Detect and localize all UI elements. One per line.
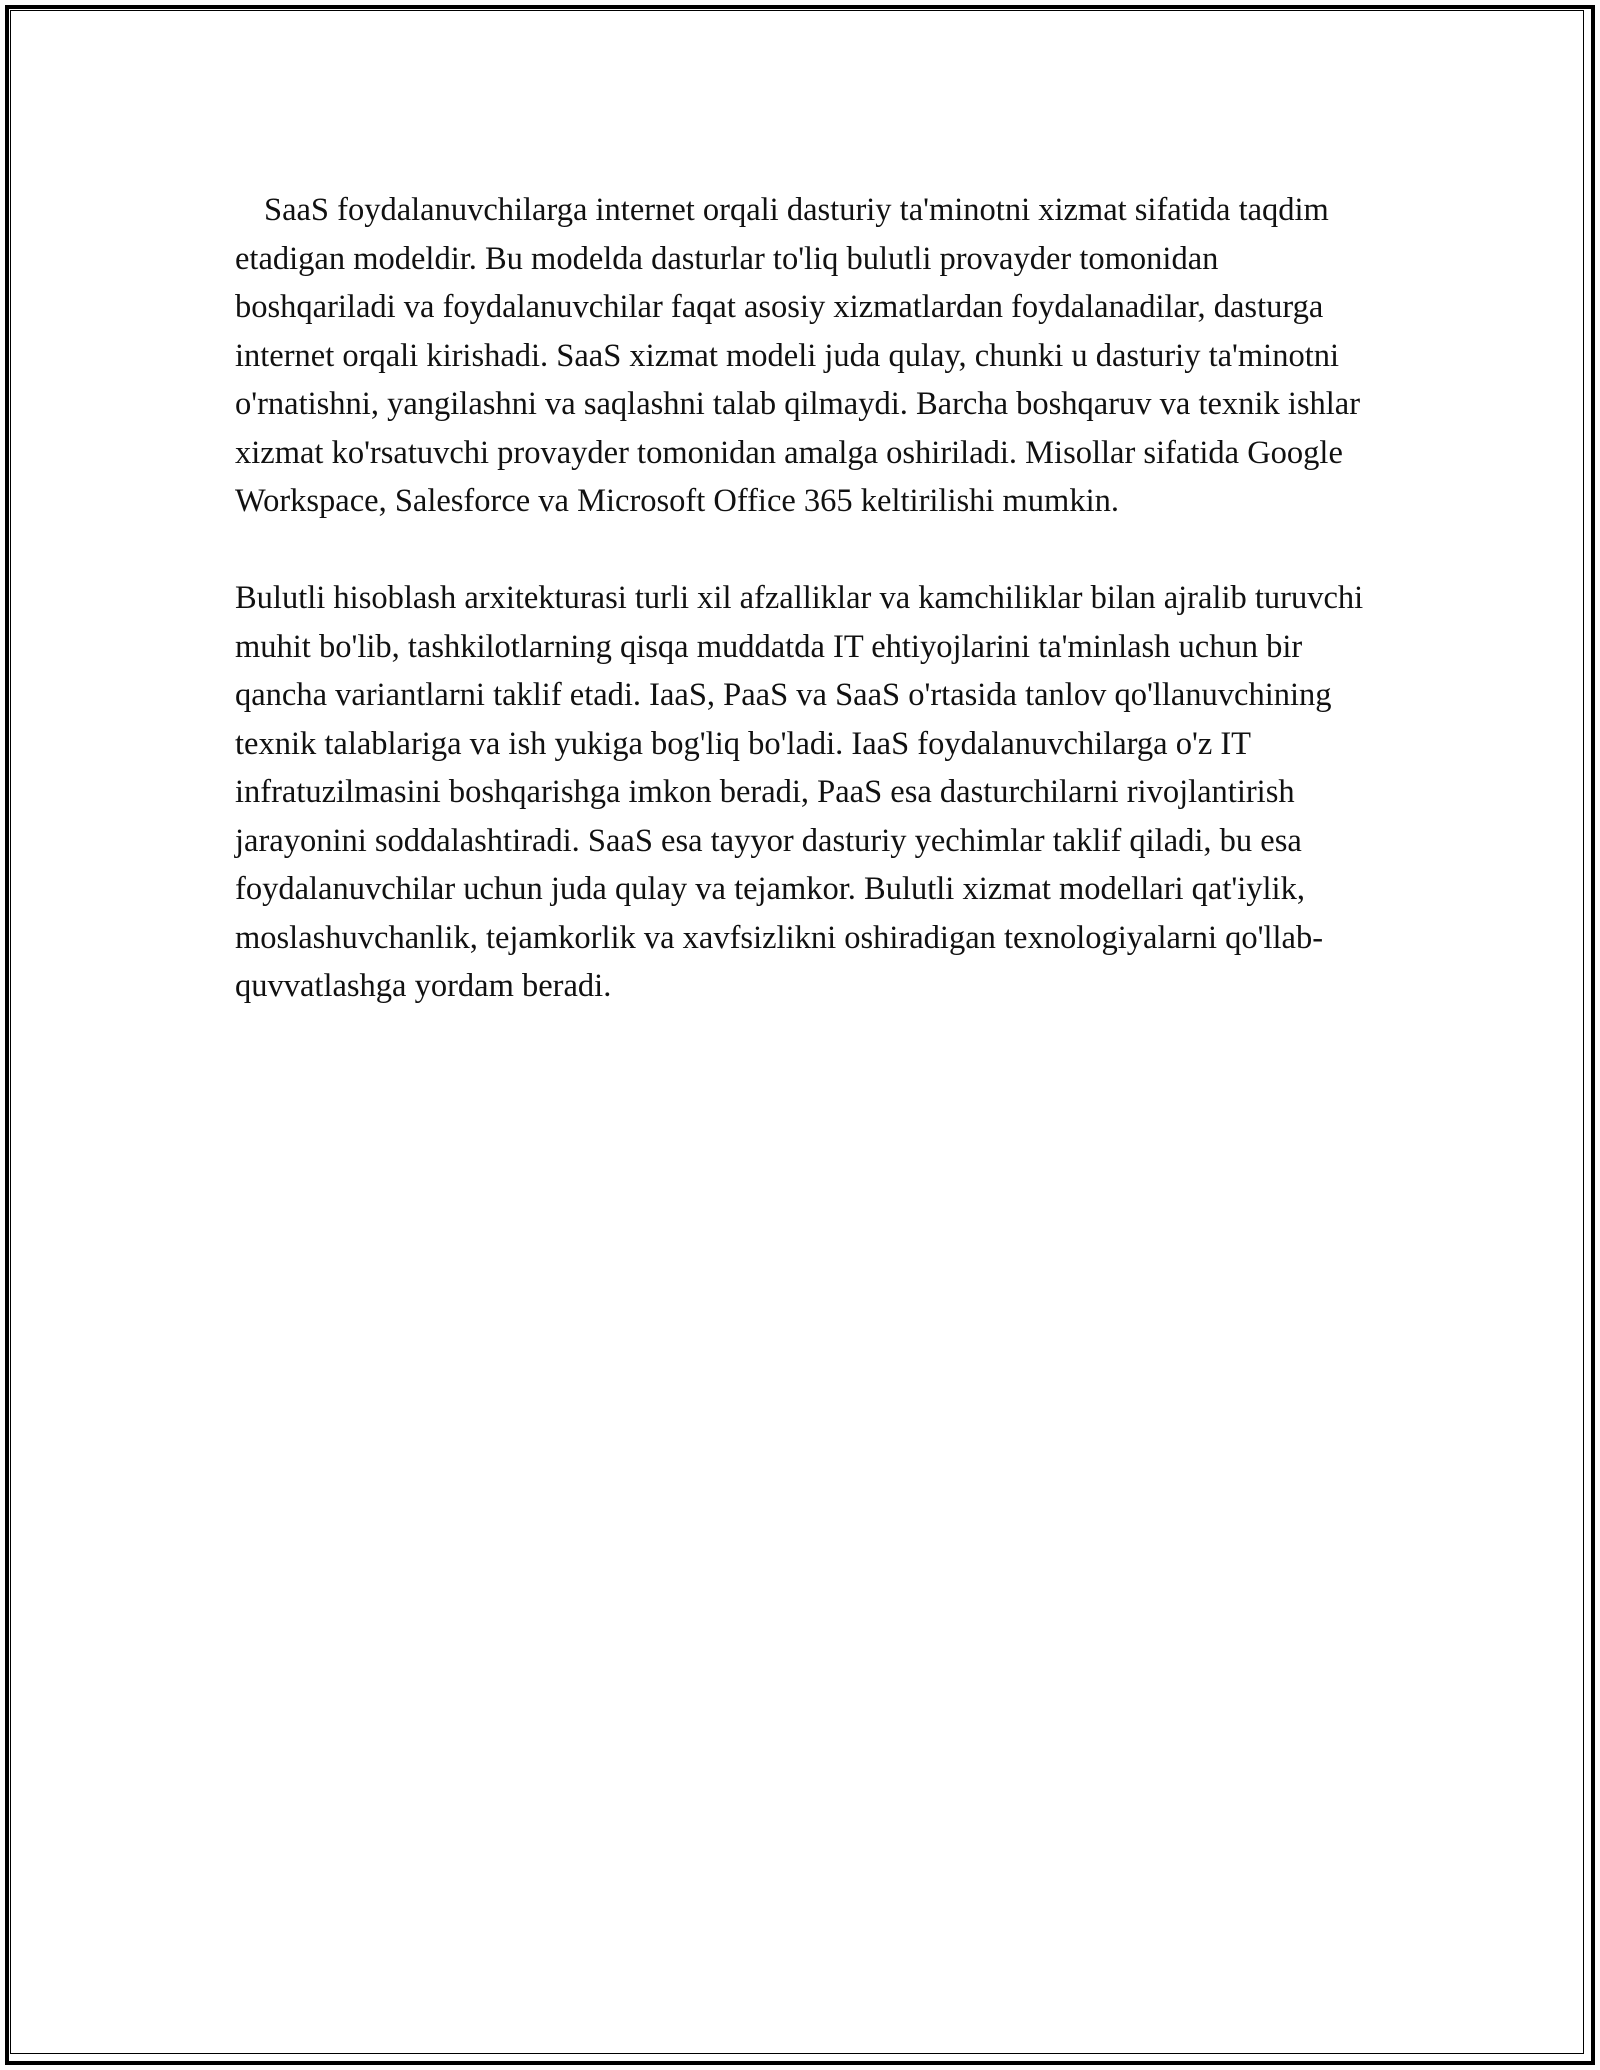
paragraph-spacer [235,526,1365,575]
paragraph-saas: SaaS foydalanuvchilarga internet orqali dasturiy ta'minotni xizmat sifatida taqdim etadigan modeldir. Bu modelda dasturlar to'liq bulutli provayder tomonidan boshqariladi va foydalanuvchilar faqat asosiy xizmatlardan foydalanadilar, dasturga internet orqali kirishadi. SaaS xizmat modeli juda qulay, chunki u dasturiy ta'minotni o'rnatishni, yangilashni va saqlashni talab qilmaydi. Barcha boshqaruv va texnik ishlar xizmat ko'rsatuvchi provayder tomonidan amalga oshiriladi. Misollar sifatida Google Workspace, Salesforce va Microsoft Office 365 keltirilishi mumkin. [235,192,1361,519]
paragraph-cloud-architecture: Bulutli hisoblash arxitekturasi turli xil afzalliklar va kamchiliklar bilan ajralib turuvchi muhit bo'lib, tashkilotlarning qisqa muddatda IT ehtiyojlarini ta'minlash uchun bir qancha variantlarni taklif etadi. IaaS, PaaS va SaaS o'rtasida tanlov qo'llanuvchining texnik talablariga va ish yukiga bog'liq bo'ladi. IaaS foydalanuvchilarga o'z IT infratuzilmasini boshqarishga imkon beradi, PaaS esa dasturchilarni rivojlantirish jarayonini soddalashtiradi. SaaS esa tayyor dasturiy yechimlar taklif qiladi, bu esa foydalanuvchilar uchun juda qulay va tejamkor. Bulutli xizmat modellari qat'iylik, moslashuvchanlik, tejamkorlik va xavfsizlikni oshiradigan texnologiyalarni qo'llab-quvvatlashga yordam beradi. [235,580,1364,1004]
document-body [235,186,1365,1011]
